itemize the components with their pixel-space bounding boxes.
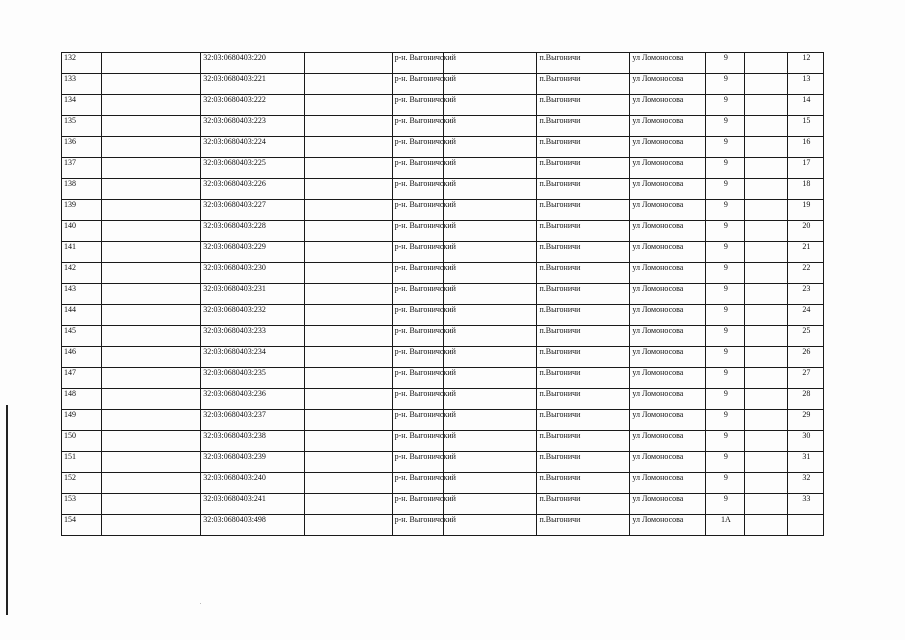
street-cell: ул Ломоносова — [630, 515, 706, 536]
district-cell: р-н. Выгоничский — [392, 95, 443, 116]
row-number-cell: 141 — [62, 242, 102, 263]
empty-cell — [744, 389, 787, 410]
table-row — [62, 53, 824, 74]
empty-cell — [443, 368, 537, 389]
district-cell: р-н. Выгоничский — [392, 347, 443, 368]
empty-cell — [101, 137, 201, 158]
apartment-number-cell: 13 — [787, 74, 823, 95]
house-number-cell: 9 — [706, 473, 744, 494]
street-cell: ул Ломоносова — [630, 347, 706, 368]
apartment-number-cell: 22 — [787, 263, 823, 284]
empty-cell — [443, 116, 537, 137]
apartment-number-cell: 25 — [787, 326, 823, 347]
apartment-number-cell: 16 — [787, 137, 823, 158]
street-cell: ул Ломоносова — [630, 200, 706, 221]
street-cell: ул Ломоносова — [630, 452, 706, 473]
house-number-cell: 9 — [706, 53, 744, 74]
empty-cell — [101, 284, 201, 305]
row-number-cell: 148 — [62, 389, 102, 410]
row-number-cell: 143 — [62, 284, 102, 305]
empty-cell — [101, 263, 201, 284]
settlement-cell: п.Выгоничи — [537, 494, 630, 515]
district-cell: р-н. Выгоничский — [392, 431, 443, 452]
row-number-cell: 137 — [62, 158, 102, 179]
settlement-cell: п.Выгоничи — [537, 137, 630, 158]
settlement-cell: п.Выгоничи — [537, 431, 630, 452]
apartment-number-cell: 18 — [787, 179, 823, 200]
district-cell: р-н. Выгоничский — [392, 137, 443, 158]
row-number-cell: 145 — [62, 326, 102, 347]
district-cell: р-н. Выгоничский — [392, 200, 443, 221]
district-cell: р-н. Выгоничский — [392, 158, 443, 179]
apartment-number-cell: 31 — [787, 452, 823, 473]
house-number-cell: 9 — [706, 137, 744, 158]
street-cell: ул Ломоносова — [630, 53, 706, 74]
house-number-cell: 9 — [706, 200, 744, 221]
empty-cell — [744, 452, 787, 473]
district-cell: р-н. Выгоничский — [392, 452, 443, 473]
empty-cell — [101, 74, 201, 95]
empty-cell — [744, 95, 787, 116]
district-cell: р-н. Выгоничский — [392, 368, 443, 389]
empty-cell — [101, 431, 201, 452]
house-number-cell: 9 — [706, 452, 744, 473]
table-row — [62, 242, 824, 263]
apartment-number-cell: 15 — [787, 116, 823, 137]
row-number-cell: 138 — [62, 179, 102, 200]
empty-cell — [443, 473, 537, 494]
apartment-number-cell: 30 — [787, 431, 823, 452]
district-cell: р-н. Выгоничский — [392, 53, 443, 74]
empty-cell — [443, 284, 537, 305]
street-cell: ул Ломоносова — [630, 116, 706, 137]
empty-cell — [305, 158, 392, 179]
empty-cell — [744, 116, 787, 137]
empty-cell — [101, 95, 201, 116]
house-number-cell: 9 — [706, 95, 744, 116]
empty-cell — [305, 137, 392, 158]
row-number-cell: 147 — [62, 368, 102, 389]
cadastral-number-cell: 32:03:0680403:233 — [201, 326, 305, 347]
cadastral-number-cell: 32:03:0680403:234 — [201, 347, 305, 368]
street-cell: ул Ломоносова — [630, 431, 706, 452]
settlement-cell: п.Выгоничи — [537, 347, 630, 368]
table-row — [62, 326, 824, 347]
apartment-number-cell: 27 — [787, 368, 823, 389]
street-cell: ул Ломоносова — [630, 263, 706, 284]
table-row — [62, 158, 824, 179]
row-number-cell: 153 — [62, 494, 102, 515]
empty-cell — [443, 263, 537, 284]
scan-margin-line — [6, 405, 8, 615]
row-number-cell: 133 — [62, 74, 102, 95]
cadastral-number-cell: 32:03:0680403:240 — [201, 473, 305, 494]
row-number-cell: 144 — [62, 305, 102, 326]
cadastral-number-cell: 32:03:0680403:226 — [201, 179, 305, 200]
street-cell: ул Ломоносова — [630, 221, 706, 242]
empty-cell — [443, 347, 537, 368]
street-cell: ул Ломоносова — [630, 242, 706, 263]
table-row — [62, 200, 824, 221]
street-cell: ул Ломоносова — [630, 74, 706, 95]
apartment-number-cell: 33 — [787, 494, 823, 515]
street-cell: ул Ломоносова — [630, 389, 706, 410]
apartment-number-cell: 19 — [787, 200, 823, 221]
street-cell: ул Ломоносова — [630, 473, 706, 494]
empty-cell — [305, 389, 392, 410]
empty-cell — [443, 137, 537, 158]
empty-cell — [101, 452, 201, 473]
cadastral-registry-table — [61, 52, 824, 536]
empty-cell — [305, 116, 392, 137]
apartment-number-cell: 23 — [787, 284, 823, 305]
house-number-cell: 9 — [706, 389, 744, 410]
empty-cell — [744, 221, 787, 242]
table-row — [62, 452, 824, 473]
table-row — [62, 515, 824, 536]
district-cell: р-н. Выгоничский — [392, 284, 443, 305]
empty-cell — [101, 242, 201, 263]
empty-cell — [744, 137, 787, 158]
street-cell: ул Ломоносова — [630, 179, 706, 200]
district-cell: р-н. Выгоничский — [392, 263, 443, 284]
empty-cell — [744, 74, 787, 95]
settlement-cell: п.Выгоничи — [537, 515, 630, 536]
settlement-cell: п.Выгоничи — [537, 53, 630, 74]
empty-cell — [101, 473, 201, 494]
table-row — [62, 410, 824, 431]
district-cell: р-н. Выгоничский — [392, 221, 443, 242]
cadastral-number-cell: 32:03:0680403:227 — [201, 200, 305, 221]
house-number-cell: 9 — [706, 179, 744, 200]
apartment-number-cell: 32 — [787, 473, 823, 494]
empty-cell — [101, 221, 201, 242]
row-number-cell: 134 — [62, 95, 102, 116]
settlement-cell: п.Выгоничи — [537, 368, 630, 389]
house-number-cell: 9 — [706, 116, 744, 137]
empty-cell — [305, 452, 392, 473]
table-row — [62, 179, 824, 200]
district-cell: р-н. Выгоничский — [392, 389, 443, 410]
empty-cell — [443, 389, 537, 410]
settlement-cell: п.Выгоничи — [537, 158, 630, 179]
empty-cell — [744, 326, 787, 347]
cadastral-number-cell: 32:03:0680403:221 — [201, 74, 305, 95]
empty-cell — [443, 53, 537, 74]
empty-cell — [443, 410, 537, 431]
cadastral-number-cell: 32:03:0680403:239 — [201, 452, 305, 473]
empty-cell — [744, 158, 787, 179]
settlement-cell: п.Выгоничи — [537, 305, 630, 326]
table-row — [62, 263, 824, 284]
house-number-cell: 9 — [706, 368, 744, 389]
house-number-cell: 9 — [706, 326, 744, 347]
district-cell: р-н. Выгоничский — [392, 179, 443, 200]
empty-cell — [744, 242, 787, 263]
cadastral-number-cell: 32:03:0680403:231 — [201, 284, 305, 305]
empty-cell — [744, 179, 787, 200]
empty-cell — [305, 200, 392, 221]
empty-cell — [101, 116, 201, 137]
empty-cell — [101, 368, 201, 389]
empty-cell — [305, 431, 392, 452]
settlement-cell: п.Выгоничи — [537, 221, 630, 242]
house-number-cell: 1А — [706, 515, 744, 536]
row-number-cell: 152 — [62, 473, 102, 494]
settlement-cell: п.Выгоничи — [537, 95, 630, 116]
settlement-cell: п.Выгоничи — [537, 473, 630, 494]
empty-cell — [744, 515, 787, 536]
empty-cell — [305, 347, 392, 368]
cadastral-number-cell: 32:03:0680403:223 — [201, 116, 305, 137]
registry-table-body — [62, 53, 824, 536]
empty-cell — [744, 305, 787, 326]
table-row — [62, 431, 824, 452]
empty-cell — [744, 410, 787, 431]
apartment-number-cell: 24 — [787, 305, 823, 326]
empty-cell — [744, 494, 787, 515]
empty-cell — [101, 515, 201, 536]
empty-cell — [101, 494, 201, 515]
apartment-number-cell: 14 — [787, 95, 823, 116]
empty-cell — [305, 368, 392, 389]
cadastral-number-cell: 32:03:0680403:220 — [201, 53, 305, 74]
empty-cell — [101, 389, 201, 410]
house-number-cell: 9 — [706, 221, 744, 242]
empty-cell — [443, 515, 537, 536]
empty-cell — [443, 431, 537, 452]
cadastral-number-cell: 32:03:0680403:498 — [201, 515, 305, 536]
table-row — [62, 116, 824, 137]
house-number-cell: 9 — [706, 347, 744, 368]
house-number-cell: 9 — [706, 263, 744, 284]
row-number-cell: 135 — [62, 116, 102, 137]
table-row — [62, 95, 824, 116]
empty-cell — [744, 368, 787, 389]
settlement-cell: п.Выгоничи — [537, 389, 630, 410]
cadastral-number-cell: 32:03:0680403:232 — [201, 305, 305, 326]
district-cell: р-н. Выгоничский — [392, 305, 443, 326]
empty-cell — [443, 305, 537, 326]
cadastral-number-cell: 32:03:0680403:230 — [201, 263, 305, 284]
house-number-cell: 9 — [706, 284, 744, 305]
empty-cell — [305, 242, 392, 263]
empty-cell — [305, 74, 392, 95]
empty-cell — [305, 53, 392, 74]
settlement-cell: п.Выгоничи — [537, 179, 630, 200]
table-row — [62, 221, 824, 242]
table-row — [62, 137, 824, 158]
house-number-cell: 9 — [706, 74, 744, 95]
district-cell: р-н. Выгоничский — [392, 116, 443, 137]
apartment-number-cell: 28 — [787, 389, 823, 410]
empty-cell — [744, 473, 787, 494]
empty-cell — [443, 200, 537, 221]
street-cell: ул Ломоносова — [630, 158, 706, 179]
table-row — [62, 347, 824, 368]
empty-cell — [305, 305, 392, 326]
house-number-cell: 9 — [706, 242, 744, 263]
district-cell: р-н. Выгоничский — [392, 515, 443, 536]
cadastral-number-cell: 32:03:0680403:229 — [201, 242, 305, 263]
table-row — [62, 305, 824, 326]
row-number-cell: 139 — [62, 200, 102, 221]
empty-cell — [305, 263, 392, 284]
row-number-cell: 140 — [62, 221, 102, 242]
house-number-cell: 9 — [706, 158, 744, 179]
empty-cell — [744, 347, 787, 368]
table-row — [62, 284, 824, 305]
scan-speck — [200, 603, 201, 604]
empty-cell — [443, 242, 537, 263]
empty-cell — [305, 179, 392, 200]
empty-cell — [305, 95, 392, 116]
row-number-cell: 150 — [62, 431, 102, 452]
empty-cell — [744, 200, 787, 221]
cadastral-number-cell: 32:03:0680403:238 — [201, 431, 305, 452]
empty-cell — [443, 158, 537, 179]
empty-cell — [305, 284, 392, 305]
house-number-cell: 9 — [706, 431, 744, 452]
settlement-cell: п.Выгоничи — [537, 326, 630, 347]
house-number-cell: 9 — [706, 494, 744, 515]
table-row — [62, 389, 824, 410]
empty-cell — [101, 347, 201, 368]
empty-cell — [443, 326, 537, 347]
empty-cell — [744, 263, 787, 284]
empty-cell — [101, 158, 201, 179]
cadastral-number-cell: 32:03:0680403:224 — [201, 137, 305, 158]
settlement-cell: п.Выгоничи — [537, 263, 630, 284]
empty-cell — [305, 326, 392, 347]
cadastral-number-cell: 32:03:0680403:236 — [201, 389, 305, 410]
settlement-cell: п.Выгоничи — [537, 116, 630, 137]
table-row — [62, 494, 824, 515]
empty-cell — [101, 326, 201, 347]
empty-cell — [744, 284, 787, 305]
cadastral-number-cell: 32:03:0680403:222 — [201, 95, 305, 116]
row-number-cell: 146 — [62, 347, 102, 368]
empty-cell — [443, 74, 537, 95]
cadastral-number-cell: 32:03:0680403:225 — [201, 158, 305, 179]
cadastral-number-cell: 32:03:0680403:237 — [201, 410, 305, 431]
row-number-cell: 132 — [62, 53, 102, 74]
street-cell: ул Ломоносова — [630, 326, 706, 347]
empty-cell — [101, 305, 201, 326]
street-cell: ул Ломоносова — [630, 137, 706, 158]
row-number-cell: 154 — [62, 515, 102, 536]
cadastral-number-cell: 32:03:0680403:235 — [201, 368, 305, 389]
empty-cell — [305, 494, 392, 515]
settlement-cell: п.Выгоничи — [537, 452, 630, 473]
apartment-number-cell: 12 — [787, 53, 823, 74]
empty-cell — [744, 53, 787, 74]
district-cell: р-н. Выгоничский — [392, 242, 443, 263]
apartment-number-cell: 26 — [787, 347, 823, 368]
empty-cell — [744, 431, 787, 452]
table-row — [62, 368, 824, 389]
house-number-cell: 9 — [706, 305, 744, 326]
settlement-cell: п.Выгоничи — [537, 410, 630, 431]
row-number-cell: 142 — [62, 263, 102, 284]
settlement-cell: п.Выгоничи — [537, 74, 630, 95]
empty-cell — [443, 494, 537, 515]
apartment-number-cell: 29 — [787, 410, 823, 431]
empty-cell — [305, 515, 392, 536]
apartment-number-cell: 17 — [787, 158, 823, 179]
street-cell: ул Ломоносова — [630, 494, 706, 515]
apartment-number-cell — [787, 515, 823, 536]
settlement-cell: п.Выгоничи — [537, 284, 630, 305]
street-cell: ул Ломоносова — [630, 95, 706, 116]
settlement-cell: п.Выгоничи — [537, 242, 630, 263]
row-number-cell: 151 — [62, 452, 102, 473]
empty-cell — [305, 473, 392, 494]
empty-cell — [305, 221, 392, 242]
empty-cell — [305, 410, 392, 431]
district-cell: р-н. Выгоничский — [392, 410, 443, 431]
empty-cell — [101, 410, 201, 431]
row-number-cell: 149 — [62, 410, 102, 431]
district-cell: р-н. Выгоничский — [392, 494, 443, 515]
street-cell: ул Ломоносова — [630, 284, 706, 305]
empty-cell — [101, 179, 201, 200]
empty-cell — [101, 200, 201, 221]
district-cell: р-н. Выгоничский — [392, 473, 443, 494]
empty-cell — [443, 95, 537, 116]
cadastral-number-cell: 32:03:0680403:241 — [201, 494, 305, 515]
row-number-cell: 136 — [62, 137, 102, 158]
table-row — [62, 74, 824, 95]
empty-cell — [443, 221, 537, 242]
empty-cell — [443, 179, 537, 200]
district-cell: р-н. Выгоничский — [392, 326, 443, 347]
apartment-number-cell: 21 — [787, 242, 823, 263]
street-cell: ул Ломоносова — [630, 305, 706, 326]
settlement-cell: п.Выгоничи — [537, 200, 630, 221]
street-cell: ул Ломоносова — [630, 368, 706, 389]
cadastral-number-cell: 32:03:0680403:228 — [201, 221, 305, 242]
empty-cell — [101, 53, 201, 74]
apartment-number-cell: 20 — [787, 221, 823, 242]
street-cell: ул Ломоносова — [630, 410, 706, 431]
empty-cell — [443, 452, 537, 473]
house-number-cell: 9 — [706, 410, 744, 431]
district-cell: р-н. Выгоничский — [392, 74, 443, 95]
table-row — [62, 473, 824, 494]
